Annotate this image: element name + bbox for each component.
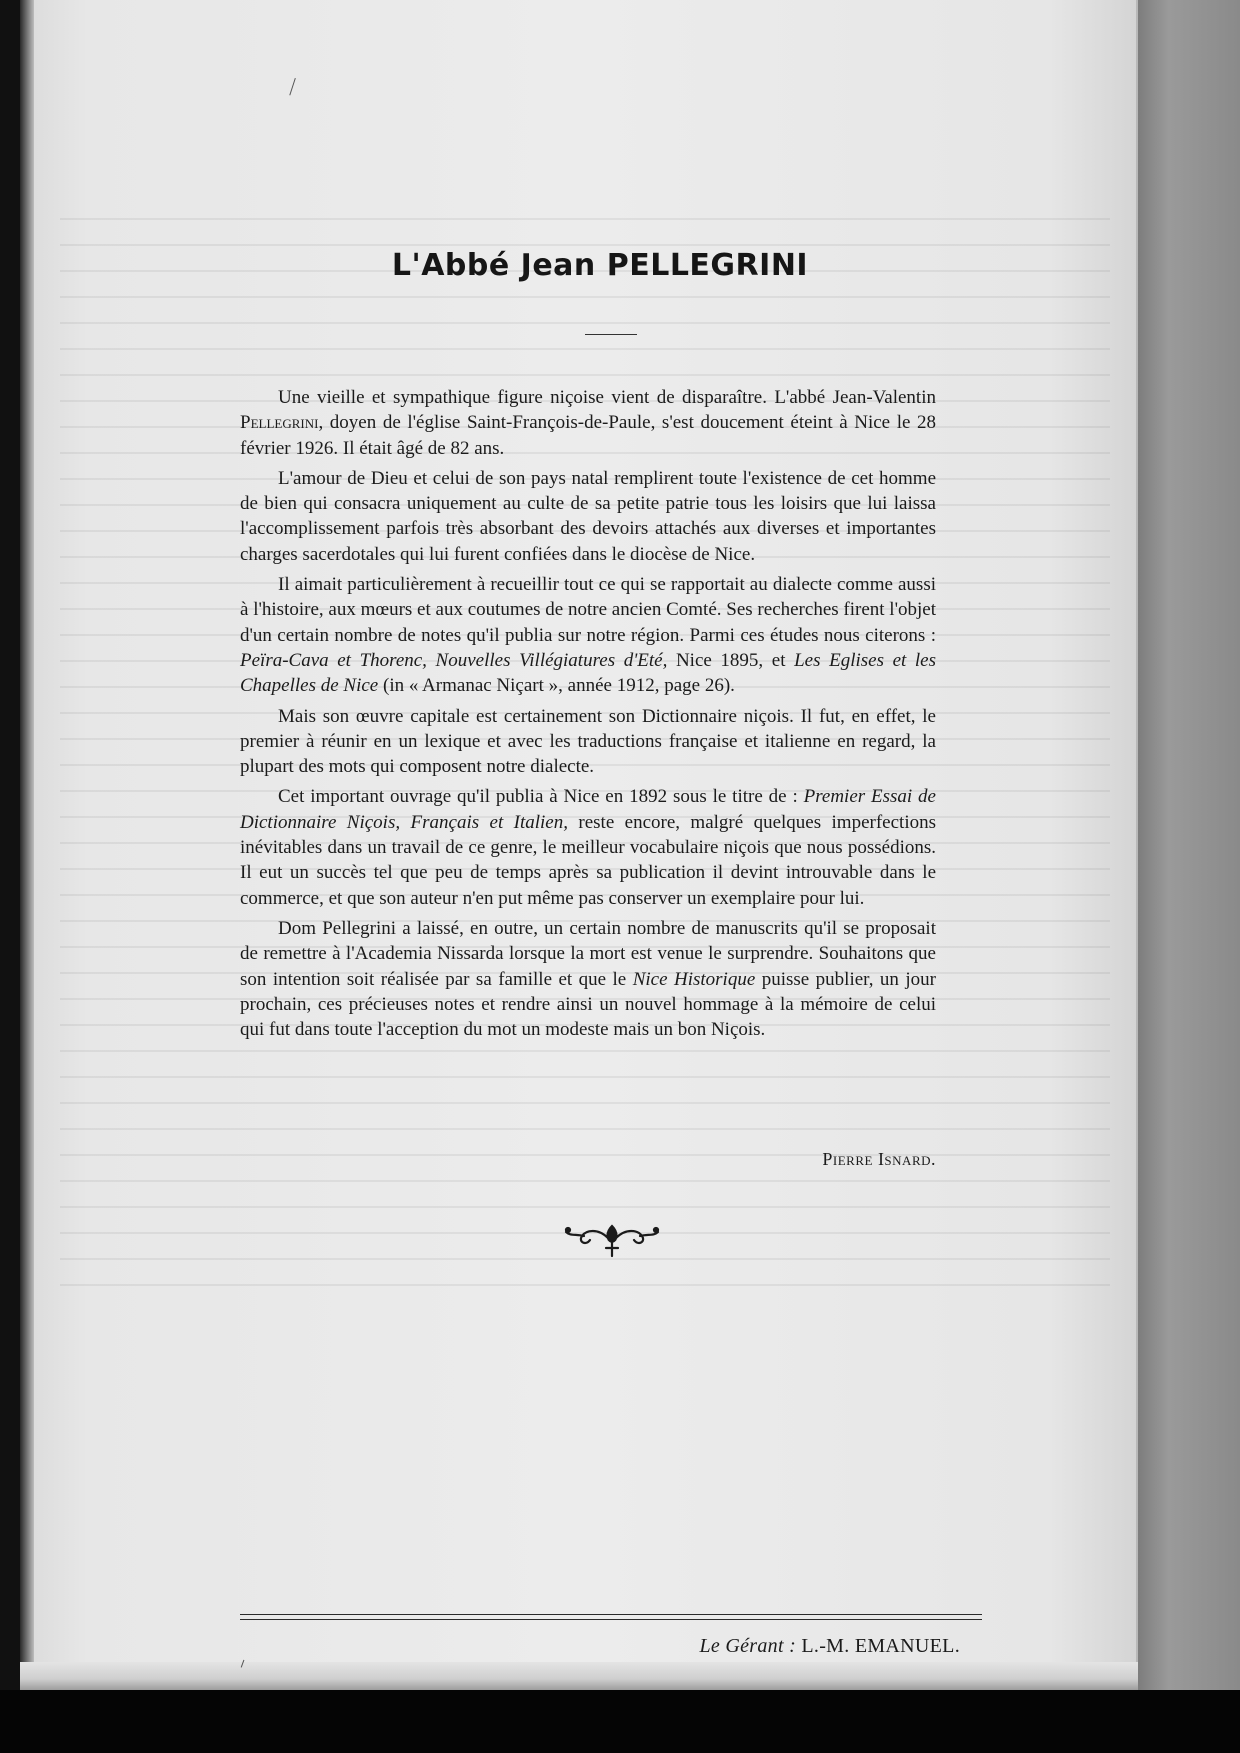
paragraph-3: Il aimait particulièrement à recueillir tout ce qui se rapportait au dialecte comme aussi à l'histoire, aux mœurs et aux coutumes de notre ancien Comté. Ses recherches firent l'objet d'un certain nombre de notes qu'il publia sur notre région. Parmi ces études nous citerons : Peïra-Cava et Thorenc, Nouvelles Villégiatures d'Eté, Nice 1895, et Les Eglises et les Chapelles de Nice (in « Armanac Niçart », année 1912, page 26).	[240, 574, 936, 697]
page-bottom-edge	[20, 1662, 1138, 1690]
author-signature: Pierre Isnard.	[822, 1149, 936, 1169]
footer-name: L.-M. EMANUEL.	[801, 1635, 960, 1657]
footer-double-rule-top	[240, 1614, 982, 1615]
publisher-footer	[520, 1635, 960, 1658]
paragraph-6: Dom Pellegrini a laissé, en outre, un certain nombre de manuscrits qu'il se proposait de remettre à l'Academia Nissarda lorsque la mort est venue le surprendre. Souhaitons que son intention soit réalisée par sa famille et que le Nice Historique puisse publier, un jour prochain, ces précieuses notes et rendre ainsi un nouvel hommage à la mémoire de celui qui fut dans toute l'acception du mot un modeste mais un bon Niçois.	[240, 917, 936, 1041]
paragraph-1: Une vieille et sympathique figure niçoise vient de disparaître. L'abbé Jean-Valentin Pellegrini, doyen de l'église Saint-François-de-Paule, s'est doucement éteint à Nice le 28 février 1926. Il était âgé de 82 ans.	[240, 387, 936, 459]
publication-title: Nice Historique	[632, 968, 756, 990]
scanner-bottom-margin	[0, 1690, 1240, 1753]
footer-label: Le Gérant :	[699, 1635, 797, 1657]
article-title: L'Abbé Jean PELLEGRINI	[391, 248, 809, 283]
dictionary-title: Premier Essai de Dictionnaire Niçois, Français et Italien,	[240, 786, 936, 833]
paragraph-4: Mais son œuvre capitale est certainement son Dictionnaire niçois. Il fut, en effet, le premier à réunir en un lexique et avec les traductions française et italienne en regard, la plupart des mots qui composent notre dialecte.	[240, 705, 936, 778]
cited-work-1: Peïra-Cava et Thorenc, Nouvelles Villégiatures d'Eté,	[240, 649, 668, 671]
fleuron-ornament-icon	[562, 1218, 662, 1262]
cited-work-2: Les Eglises et les Chapelles de Nice	[240, 649, 936, 697]
paragraph-2: L'amour de Dieu et celui de son pays natal remplirent toute l'existence de cet homme de bien qui consacra uniquement au culte de sa petite patrie tous les loisirs que lui laissa l'accomplissement parfois très absorbant des devoirs attachés aux diverses et importantes charges sacerdotales qui lui furent confiées dans le diocèse de Nice.	[240, 467, 936, 565]
title-divider	[585, 334, 637, 335]
paragraph-5: Cet important ouvrage qu'il publia à Nice en 1892 sous le titre de : Premier Essai de Dictionnaire Niçois, Français et Italien, reste encore, malgré quelques imperfections inévitables dans un travail de ce genre, le meilleur vocabulaire niçois que nous possédions. Il eut un succès tel que peu de temps après sa publication il devint introuvable dans le commerce, et que son auteur n'en put même pas conserver un exemplaire pour lui.	[240, 786, 936, 909]
surname-smallcaps: Pellegrini	[240, 412, 319, 434]
page-left-edge	[20, 0, 34, 1690]
footer-double-rule-bottom	[240, 1619, 982, 1620]
scanner-right-margin	[1138, 0, 1240, 1753]
article-body	[240, 385, 936, 1047]
